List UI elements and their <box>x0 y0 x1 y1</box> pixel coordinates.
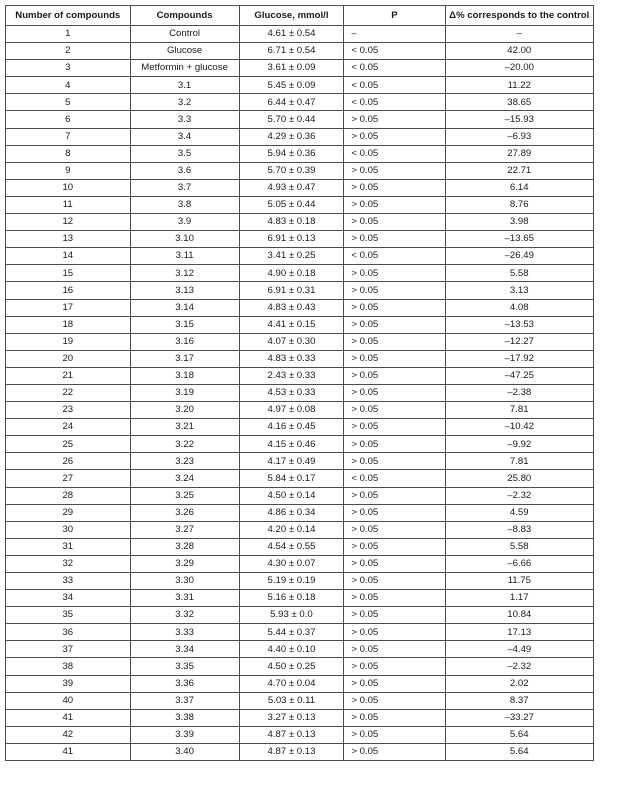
cell-delta-percent: 25.80 <box>445 470 593 487</box>
cell-p-value: > 0.05 <box>344 590 445 607</box>
cell-delta-percent: 6.14 <box>445 179 593 196</box>
table-row <box>6 128 594 145</box>
cell-compound: 3.9 <box>130 214 239 231</box>
cell-delta-percent: –47.25 <box>445 367 593 384</box>
table-row <box>6 196 594 213</box>
table-row <box>6 658 594 675</box>
cell-delta-percent: –2.32 <box>445 658 593 675</box>
cell-glucose: 5.70 ± 0.44 <box>239 111 344 128</box>
cell-p-value: > 0.05 <box>344 641 445 658</box>
cell-compound: 3.35 <box>130 658 239 675</box>
cell-p-value: < 0.05 <box>344 60 445 77</box>
cell-delta-percent: –12.27 <box>445 333 593 350</box>
cell-number: 3 <box>6 60 131 77</box>
header-row <box>6 6 594 26</box>
cell-p-value: > 0.05 <box>344 316 445 333</box>
cell-compound: 3.12 <box>130 265 239 282</box>
cell-glucose: 4.61 ± 0.54 <box>239 26 344 43</box>
cell-number: 22 <box>6 384 131 401</box>
header-p-value: P <box>344 6 445 26</box>
cell-p-value: > 0.05 <box>344 658 445 675</box>
cell-compound: 3.13 <box>130 282 239 299</box>
table-row <box>6 350 594 367</box>
table-row <box>6 282 594 299</box>
cell-p-value: < 0.05 <box>344 248 445 265</box>
header-glucose: Glucose, mmol/l <box>239 6 344 26</box>
cell-delta-percent: 5.58 <box>445 265 593 282</box>
cell-glucose: 4.83 ± 0.18 <box>239 214 344 231</box>
cell-number: 33 <box>6 573 131 590</box>
cell-delta-percent: –33.27 <box>445 709 593 726</box>
cell-number: 36 <box>6 624 131 641</box>
cell-p-value: > 0.05 <box>344 333 445 350</box>
cell-compound: 3.8 <box>130 196 239 213</box>
table-row <box>6 555 594 572</box>
cell-glucose: 4.83 ± 0.33 <box>239 350 344 367</box>
cell-number: 26 <box>6 453 131 470</box>
table-body <box>6 26 594 761</box>
table-row <box>6 367 594 384</box>
cell-p-value: > 0.05 <box>344 265 445 282</box>
cell-p-value: > 0.05 <box>344 214 445 231</box>
cell-glucose: 6.71 ± 0.54 <box>239 43 344 60</box>
table-row <box>6 316 594 333</box>
table-header <box>6 6 594 26</box>
table-row <box>6 743 594 760</box>
cell-compound: 3.16 <box>130 333 239 350</box>
cell-p-value: < 0.05 <box>344 43 445 60</box>
cell-delta-percent: 27.89 <box>445 145 593 162</box>
table-row <box>6 692 594 709</box>
cell-glucose: 3.61 ± 0.09 <box>239 60 344 77</box>
cell-glucose: 5.93 ± 0.0 <box>239 607 344 624</box>
cell-compound: Metformin + glucose <box>130 60 239 77</box>
cell-glucose: 3.27 ± 0.13 <box>239 709 344 726</box>
cell-compound: 3.4 <box>130 128 239 145</box>
cell-glucose: 4.70 ± 0.04 <box>239 675 344 692</box>
cell-delta-percent: –20.00 <box>445 60 593 77</box>
table-row <box>6 641 594 658</box>
table-row <box>6 94 594 111</box>
cell-delta-percent: 2.02 <box>445 675 593 692</box>
cell-delta-percent: 4.08 <box>445 299 593 316</box>
table-row <box>6 624 594 641</box>
cell-glucose: 5.84 ± 0.17 <box>239 470 344 487</box>
cell-number: 11 <box>6 196 131 213</box>
table-row <box>6 214 594 231</box>
table-row <box>6 111 594 128</box>
cell-compound: 3.31 <box>130 590 239 607</box>
cell-compound: 3.30 <box>130 573 239 590</box>
cell-delta-percent: –2.38 <box>445 384 593 401</box>
table-row <box>6 607 594 624</box>
cell-compound: 3.2 <box>130 94 239 111</box>
cell-p-value: > 0.05 <box>344 402 445 419</box>
cell-p-value: > 0.05 <box>344 282 445 299</box>
header-delta-percent: Δ% corresponds to the control <box>445 6 593 26</box>
cell-p-value: < 0.05 <box>344 470 445 487</box>
cell-glucose: 4.93 ± 0.47 <box>239 179 344 196</box>
cell-glucose: 5.16 ± 0.18 <box>239 590 344 607</box>
table-row <box>6 231 594 248</box>
table-row <box>6 248 594 265</box>
cell-delta-percent: –17.92 <box>445 350 593 367</box>
cell-number: 24 <box>6 419 131 436</box>
table-row <box>6 162 594 179</box>
cell-compound: 3.10 <box>130 231 239 248</box>
cell-delta-percent: –13.65 <box>445 231 593 248</box>
cell-p-value: > 0.05 <box>344 692 445 709</box>
cell-glucose: 6.44 ± 0.47 <box>239 94 344 111</box>
cell-number: 2 <box>6 43 131 60</box>
cell-p-value: – <box>344 26 445 43</box>
cell-compound: 3.23 <box>130 453 239 470</box>
cell-glucose: 4.17 ± 0.49 <box>239 453 344 470</box>
cell-compound: Glucose <box>130 43 239 60</box>
cell-p-value: > 0.05 <box>344 487 445 504</box>
cell-number: 28 <box>6 487 131 504</box>
cell-delta-percent: 3.13 <box>445 282 593 299</box>
cell-glucose: 4.41 ± 0.15 <box>239 316 344 333</box>
cell-delta-percent: –9.92 <box>445 436 593 453</box>
cell-delta-percent: 10.84 <box>445 607 593 624</box>
cell-delta-percent: 11.22 <box>445 77 593 94</box>
table-row <box>6 470 594 487</box>
cell-number: 29 <box>6 504 131 521</box>
glucose-compounds-table <box>5 5 594 761</box>
cell-number: 6 <box>6 111 131 128</box>
cell-compound: 3.22 <box>130 436 239 453</box>
cell-p-value: < 0.05 <box>344 145 445 162</box>
table-row <box>6 26 594 43</box>
cell-compound: 3.37 <box>130 692 239 709</box>
cell-p-value: > 0.05 <box>344 196 445 213</box>
cell-delta-percent: –2.32 <box>445 487 593 504</box>
cell-compound: 3.1 <box>130 77 239 94</box>
cell-p-value: > 0.05 <box>344 231 445 248</box>
cell-number: 18 <box>6 316 131 333</box>
cell-compound: 3.20 <box>130 402 239 419</box>
cell-number: 14 <box>6 248 131 265</box>
cell-delta-percent: 5.64 <box>445 743 593 760</box>
cell-p-value: > 0.05 <box>344 538 445 555</box>
cell-compound: 3.38 <box>130 709 239 726</box>
cell-p-value: > 0.05 <box>344 573 445 590</box>
cell-number: 32 <box>6 555 131 572</box>
table-row <box>6 453 594 470</box>
cell-compound: 3.28 <box>130 538 239 555</box>
header-compounds: Compounds <box>130 6 239 26</box>
cell-glucose: 4.87 ± 0.13 <box>239 726 344 743</box>
cell-compound: 3.5 <box>130 145 239 162</box>
table-row <box>6 419 594 436</box>
table-row <box>6 179 594 196</box>
cell-glucose: 5.94 ± 0.36 <box>239 145 344 162</box>
table-row <box>6 60 594 77</box>
cell-delta-percent: 42.00 <box>445 43 593 60</box>
cell-p-value: < 0.05 <box>344 77 445 94</box>
cell-glucose: 4.30 ± 0.07 <box>239 555 344 572</box>
cell-delta-percent: 1.17 <box>445 590 593 607</box>
table-row <box>6 675 594 692</box>
cell-p-value: > 0.05 <box>344 299 445 316</box>
table-row <box>6 709 594 726</box>
table-row <box>6 384 594 401</box>
cell-glucose: 4.87 ± 0.13 <box>239 743 344 760</box>
cell-number: 16 <box>6 282 131 299</box>
table-row <box>6 402 594 419</box>
cell-delta-percent: 22.71 <box>445 162 593 179</box>
cell-delta-percent: 3.98 <box>445 214 593 231</box>
cell-glucose: 4.15 ± 0.46 <box>239 436 344 453</box>
cell-glucose: 4.90 ± 0.18 <box>239 265 344 282</box>
cell-p-value: > 0.05 <box>344 521 445 538</box>
cell-p-value: < 0.05 <box>344 94 445 111</box>
cell-glucose: 6.91 ± 0.13 <box>239 231 344 248</box>
cell-compound: 3.24 <box>130 470 239 487</box>
table-row <box>6 487 594 504</box>
cell-glucose: 4.53 ± 0.33 <box>239 384 344 401</box>
cell-delta-percent: –26.49 <box>445 248 593 265</box>
table-row <box>6 265 594 282</box>
cell-delta-percent: –4.49 <box>445 641 593 658</box>
cell-number: 19 <box>6 333 131 350</box>
cell-compound: 3.6 <box>130 162 239 179</box>
cell-number: 30 <box>6 521 131 538</box>
cell-p-value: > 0.05 <box>344 436 445 453</box>
cell-number: 39 <box>6 675 131 692</box>
cell-compound: 3.15 <box>130 316 239 333</box>
cell-glucose: 3.41 ± 0.25 <box>239 248 344 265</box>
cell-compound: 3.18 <box>130 367 239 384</box>
cell-glucose: 4.29 ± 0.36 <box>239 128 344 145</box>
cell-delta-percent: –6.93 <box>445 128 593 145</box>
cell-number: 13 <box>6 231 131 248</box>
cell-number: 15 <box>6 265 131 282</box>
cell-glucose: 4.50 ± 0.14 <box>239 487 344 504</box>
cell-p-value: > 0.05 <box>344 504 445 521</box>
cell-glucose: 2.43 ± 0.33 <box>239 367 344 384</box>
cell-number: 42 <box>6 726 131 743</box>
cell-delta-percent: –13.53 <box>445 316 593 333</box>
cell-number: 5 <box>6 94 131 111</box>
cell-glucose: 4.16 ± 0.45 <box>239 419 344 436</box>
cell-number: 37 <box>6 641 131 658</box>
cell-glucose: 5.03 ± 0.11 <box>239 692 344 709</box>
cell-glucose: 5.45 ± 0.09 <box>239 77 344 94</box>
cell-number: 27 <box>6 470 131 487</box>
table-row <box>6 333 594 350</box>
cell-p-value: > 0.05 <box>344 743 445 760</box>
cell-p-value: > 0.05 <box>344 709 445 726</box>
cell-glucose: 4.83 ± 0.43 <box>239 299 344 316</box>
cell-delta-percent: 38.65 <box>445 94 593 111</box>
table-row <box>6 436 594 453</box>
cell-delta-percent: – <box>445 26 593 43</box>
cell-number: 1 <box>6 26 131 43</box>
cell-p-value: > 0.05 <box>344 350 445 367</box>
header-number-of-compounds: Number of compounds <box>6 6 131 26</box>
cell-p-value: > 0.05 <box>344 453 445 470</box>
cell-glucose: 4.07 ± 0.30 <box>239 333 344 350</box>
cell-number: 12 <box>6 214 131 231</box>
cell-number: 20 <box>6 350 131 367</box>
table-row <box>6 504 594 521</box>
cell-glucose: 4.40 ± 0.10 <box>239 641 344 658</box>
cell-glucose: 5.19 ± 0.19 <box>239 573 344 590</box>
table-row <box>6 299 594 316</box>
cell-compound: 3.26 <box>130 504 239 521</box>
table-row <box>6 726 594 743</box>
table-row <box>6 43 594 60</box>
cell-glucose: 4.97 ± 0.08 <box>239 402 344 419</box>
cell-glucose: 4.20 ± 0.14 <box>239 521 344 538</box>
cell-number: 23 <box>6 402 131 419</box>
cell-p-value: > 0.05 <box>344 162 445 179</box>
cell-glucose: 4.50 ± 0.25 <box>239 658 344 675</box>
cell-p-value: > 0.05 <box>344 555 445 572</box>
cell-glucose: 6.91 ± 0.31 <box>239 282 344 299</box>
cell-p-value: > 0.05 <box>344 675 445 692</box>
cell-glucose: 4.54 ± 0.55 <box>239 538 344 555</box>
cell-delta-percent: –6.66 <box>445 555 593 572</box>
cell-number: 10 <box>6 179 131 196</box>
cell-delta-percent: 11.75 <box>445 573 593 590</box>
cell-compound: 3.21 <box>130 419 239 436</box>
cell-number: 4 <box>6 77 131 94</box>
cell-compound: 3.29 <box>130 555 239 572</box>
cell-delta-percent: 8.37 <box>445 692 593 709</box>
cell-delta-percent: 8.76 <box>445 196 593 213</box>
cell-delta-percent: –8.83 <box>445 521 593 538</box>
cell-glucose: 4.86 ± 0.34 <box>239 504 344 521</box>
cell-compound: 3.39 <box>130 726 239 743</box>
cell-number: 7 <box>6 128 131 145</box>
cell-compound: 3.27 <box>130 521 239 538</box>
cell-compound: 3.3 <box>130 111 239 128</box>
cell-delta-percent: –10.42 <box>445 419 593 436</box>
cell-number: 35 <box>6 607 131 624</box>
cell-compound: 3.33 <box>130 624 239 641</box>
table-row <box>6 77 594 94</box>
cell-compound: 3.40 <box>130 743 239 760</box>
cell-number: 40 <box>6 692 131 709</box>
cell-compound: 3.19 <box>130 384 239 401</box>
cell-compound: 3.7 <box>130 179 239 196</box>
cell-compound: 3.36 <box>130 675 239 692</box>
cell-delta-percent: 7.81 <box>445 453 593 470</box>
cell-compound: 3.25 <box>130 487 239 504</box>
cell-p-value: > 0.05 <box>344 367 445 384</box>
cell-number: 31 <box>6 538 131 555</box>
cell-compound: 3.32 <box>130 607 239 624</box>
cell-p-value: > 0.05 <box>344 607 445 624</box>
cell-delta-percent: 17.13 <box>445 624 593 641</box>
cell-p-value: > 0.05 <box>344 419 445 436</box>
table-row <box>6 145 594 162</box>
cell-p-value: > 0.05 <box>344 726 445 743</box>
cell-number: 17 <box>6 299 131 316</box>
cell-number: 41 <box>6 743 131 760</box>
cell-glucose: 5.44 ± 0.37 <box>239 624 344 641</box>
cell-p-value: > 0.05 <box>344 179 445 196</box>
cell-number: 8 <box>6 145 131 162</box>
cell-compound: 3.17 <box>130 350 239 367</box>
table-row <box>6 590 594 607</box>
cell-compound: 3.14 <box>130 299 239 316</box>
cell-number: 21 <box>6 367 131 384</box>
cell-number: 34 <box>6 590 131 607</box>
cell-glucose: 5.05 ± 0.44 <box>239 196 344 213</box>
cell-number: 25 <box>6 436 131 453</box>
table-row <box>6 521 594 538</box>
cell-number: 41 <box>6 709 131 726</box>
cell-number: 9 <box>6 162 131 179</box>
cell-compound: Control <box>130 26 239 43</box>
cell-delta-percent: 5.64 <box>445 726 593 743</box>
cell-compound: 3.34 <box>130 641 239 658</box>
cell-delta-percent: –15.93 <box>445 111 593 128</box>
table-row <box>6 573 594 590</box>
cell-p-value: > 0.05 <box>344 384 445 401</box>
cell-p-value: > 0.05 <box>344 128 445 145</box>
cell-compound: 3.11 <box>130 248 239 265</box>
cell-p-value: > 0.05 <box>344 624 445 641</box>
table-row <box>6 538 594 555</box>
cell-delta-percent: 5.58 <box>445 538 593 555</box>
cell-glucose: 5.70 ± 0.39 <box>239 162 344 179</box>
cell-delta-percent: 4.59 <box>445 504 593 521</box>
cell-p-value: > 0.05 <box>344 111 445 128</box>
cell-delta-percent: 7.81 <box>445 402 593 419</box>
cell-number: 38 <box>6 658 131 675</box>
